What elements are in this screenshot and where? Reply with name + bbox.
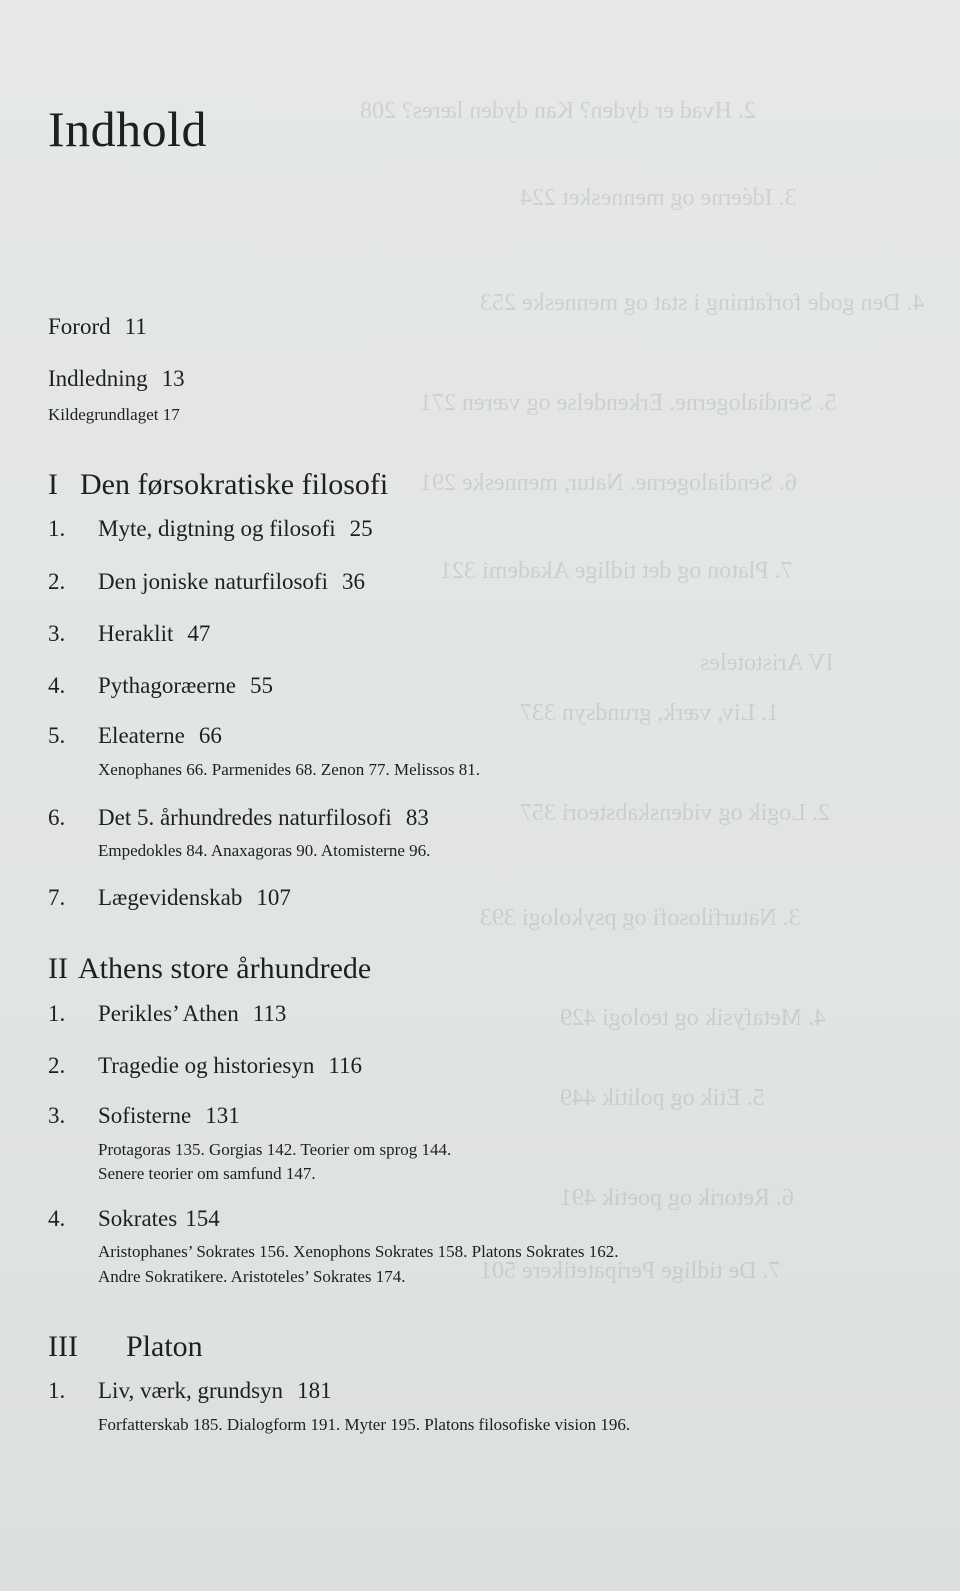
chapter-title: Det 5. århundredes naturfilosofi	[98, 805, 392, 830]
chapter-number: 4.	[48, 1206, 66, 1231]
chapter-number: 3.	[48, 1103, 66, 1128]
toc-chapter[interactable]	[48, 723, 222, 749]
chapter-page: 107	[256, 885, 291, 910]
toc-subentry: Aristophanes’ Sokrates 156. Xenophons Sokrates 158. Platons Sokrates 162.	[98, 1242, 619, 1261]
chapter-number: 2.	[48, 1053, 66, 1078]
chapter-title: Liv, værk, grundsyn	[98, 1378, 284, 1403]
chapter-number: 4.	[48, 673, 66, 698]
chapter-page: 25	[349, 516, 373, 541]
toc-subentry: Empedokles 84. Anaxagoras 90. Atomisterne 96.	[98, 841, 431, 860]
chapter-page: 36	[341, 569, 365, 594]
chapter-title: Eleaterne	[98, 723, 185, 748]
part-heading-II[interactable]	[48, 952, 371, 986]
entry-page: 13	[161, 366, 185, 391]
chapter-page: 181	[297, 1378, 332, 1403]
toc-chapter[interactable]	[48, 1001, 286, 1027]
toc-chapter[interactable]	[48, 621, 210, 647]
chapter-number: 1.	[48, 1001, 66, 1026]
entry-title: Indledning	[48, 366, 148, 391]
chapter-page: 113	[252, 1001, 287, 1026]
toc-entry-indledning[interactable]	[48, 366, 185, 392]
chapter-number: 7.	[48, 885, 66, 910]
chapter-page: 83	[405, 805, 429, 830]
toc-subentry: Kildegrundlaget 17	[48, 405, 180, 424]
chapter-page: 66	[198, 723, 222, 748]
chapter-number: 1.	[48, 1378, 66, 1403]
toc-chapter[interactable]	[48, 1103, 240, 1129]
toc-chapter[interactable]	[48, 885, 291, 911]
chapter-title: Myte, digtning og filosofi	[98, 516, 336, 541]
toc-chapter[interactable]	[48, 1206, 220, 1232]
toc-chapter[interactable]	[48, 805, 429, 831]
part-title: Athens store århundrede	[77, 952, 372, 985]
toc-chapter[interactable]	[48, 673, 273, 699]
part-number: III	[48, 1330, 78, 1363]
chapter-page: 55	[249, 673, 273, 698]
chapter-number: 3.	[48, 621, 66, 646]
chapter-number: 2.	[48, 569, 66, 594]
toc-subentry: Protagoras 135. Gorgias 142. Teorier om sprog 144.	[98, 1140, 452, 1159]
chapter-page: 116	[328, 1053, 363, 1078]
chapter-title: Tragedie og historiesyn	[98, 1053, 315, 1078]
toc-chapter[interactable]	[48, 1053, 362, 1079]
toc-subentry: Forfatterskab 185. Dialogform 191. Myter 195. Platons filosofiske vision 196.	[98, 1415, 631, 1434]
chapter-number: 5.	[48, 723, 66, 748]
toc-chapter[interactable]	[48, 1378, 332, 1404]
part-heading-III[interactable]	[48, 1330, 203, 1364]
toc-subentry: Andre Sokratikere. Aristoteles’ Sokrates 174.	[98, 1267, 406, 1286]
entry-title: Forord	[48, 314, 111, 339]
toc-subentry: Senere teorier om samfund 147.	[98, 1164, 316, 1183]
toc-chapter[interactable]	[48, 516, 373, 542]
part-number: II	[48, 952, 68, 985]
bleed-through-text: 2. Hvad er dyden? Kan dyden læres? 208 3. Idéerne og mennesket 224 4. Den gode forfatning i stat og menneske 253 5. Sendialogerne. Erkendelse og væren 271 6. Sendialogerne. Natur, menneske 291 7. Platon og det tidlige Akademi 321 IV Aristoteles 1. Liv, værk, grundsyn 337 2. Logik og videnskabsteori 357 3. Naturfilosofi og psykologi 393 4. Metafysik og teologi 429 5. Etik og politik 449 6. Retorik og poetik 491 7. De tidlige Peripatetikere 501	[360, 98, 925, 1284]
chapter-title: Sokrates	[98, 1206, 178, 1231]
page-title: Indhold	[48, 101, 208, 157]
toc-chapter[interactable]	[48, 569, 365, 595]
part-title: Platon	[126, 1330, 203, 1363]
chapter-title: Den joniske naturfilosofi	[98, 569, 328, 594]
chapter-title: Sofisterne	[98, 1103, 192, 1128]
part-title: Den førsokratiske filosofi	[80, 468, 389, 501]
chapter-title: Heraklit	[98, 621, 174, 646]
chapter-title: Pythagoræerne	[98, 673, 236, 698]
chapter-number: 6.	[48, 805, 66, 830]
chapter-page: 131	[205, 1103, 240, 1128]
chapter-title: Perikles’ Athen	[98, 1001, 239, 1026]
chapter-title: Lægevidenskab	[98, 885, 243, 910]
toc-subentry: Xenophanes 66. Parmenides 68. Zenon 77. Melissos 81.	[98, 760, 480, 779]
part-number: I	[48, 468, 58, 501]
part-heading-I[interactable]	[48, 468, 388, 502]
chapter-page: 154	[185, 1206, 220, 1231]
chapter-page: 47	[187, 621, 211, 646]
toc-entry-forord[interactable]	[48, 314, 147, 340]
entry-page: 11	[124, 314, 147, 339]
chapter-number: 1.	[48, 516, 66, 541]
